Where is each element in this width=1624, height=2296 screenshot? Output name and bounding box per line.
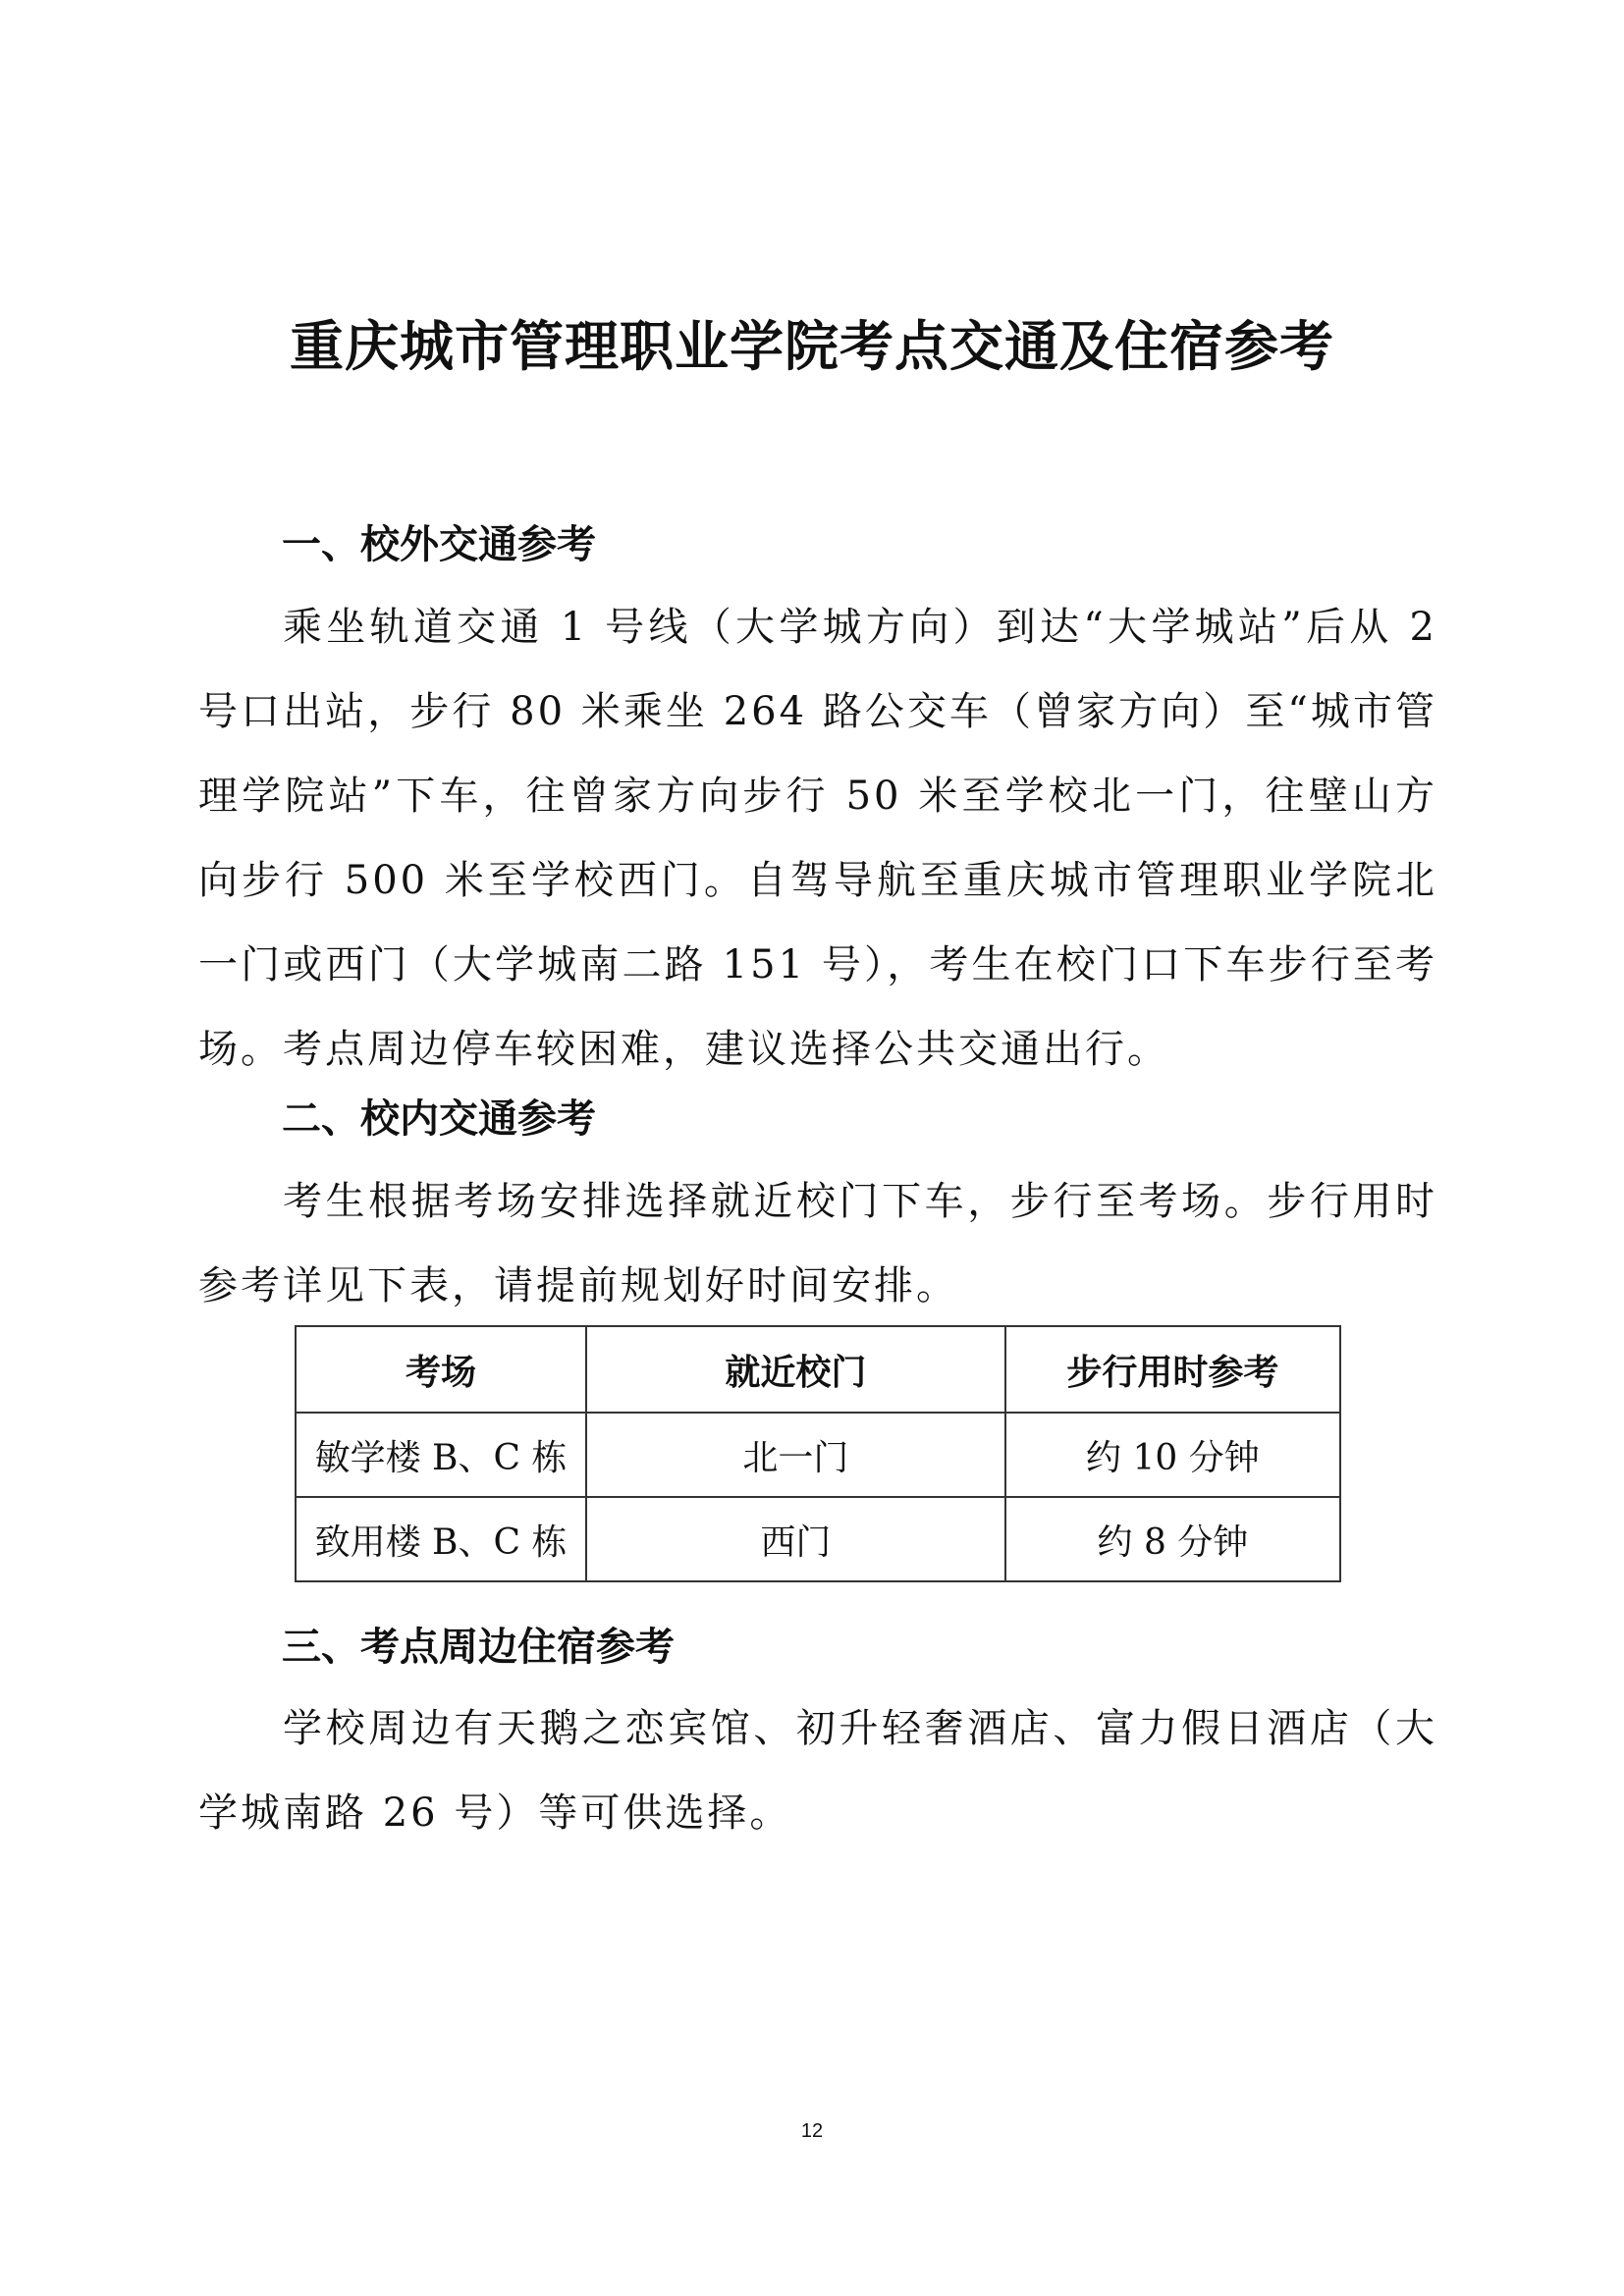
- section-heading-offcampus-transport: 一、校外交通参考: [282, 522, 596, 567]
- section-heading-accommodation: 三、考点周边住宿参考: [282, 1625, 675, 1670]
- table-cell-nearest-gate: 西门: [586, 1497, 1005, 1581]
- table-header-row: [296, 1326, 1340, 1413]
- section-body-offcampus-transport: 乘坐轨道交通 1 号线（大学城方向）到达“大学城站”后从 2 号口出站，步行 80 米乘坐 264 路公交车（曾家方向）至“城市管理学院站”下车，往曾家方向步行 50 米至学校北一门，往壁山方向步行 500 米至学校西门。自驾导航至重庆城市管理职业学院北一门或西门（大学城南二路 151 号），考生在校门口下车步行至考场。考点周边停车较困难，建议选择公共交通出行。: [198, 605, 1437, 1072]
- table-cell-exam-room: 致用楼 B、C 栋: [296, 1497, 586, 1581]
- table-row: [296, 1497, 1340, 1581]
- table-header-nearest-gate: 就近校门: [586, 1326, 1005, 1413]
- table-cell-walking-time: 约 10 分钟: [1005, 1413, 1340, 1497]
- page-number: 12: [800, 2120, 824, 2142]
- table-cell-walking-time: 约 8 分钟: [1005, 1497, 1340, 1581]
- section-body-oncampus-transport: 考生根据考场安排选择就近校门下车，步行至考场。步行用时参考详见下表，请提前规划好时间安排。: [198, 1179, 1437, 1308]
- document-title: 重庆城市管理职业学院考点交通及住宿参考: [289, 314, 1334, 378]
- table-header-exam-room: 考场: [296, 1326, 586, 1413]
- section-heading-oncampus-transport: 二、校内交通参考: [282, 1096, 596, 1142]
- table-cell-exam-room: 敏学楼 B、C 栋: [296, 1413, 586, 1497]
- walking-time-table: [295, 1325, 1341, 1582]
- table-cell-nearest-gate: 北一门: [586, 1413, 1005, 1497]
- table-header-walking-time: 步行用时参考: [1005, 1326, 1340, 1413]
- section-body-accommodation: 学校周边有天鹅之恋宾馆、初升轻奢酒店、富力假日酒店（大学城南路 26 号）等可供选择。: [198, 1706, 1437, 1836]
- table-row: [296, 1413, 1340, 1497]
